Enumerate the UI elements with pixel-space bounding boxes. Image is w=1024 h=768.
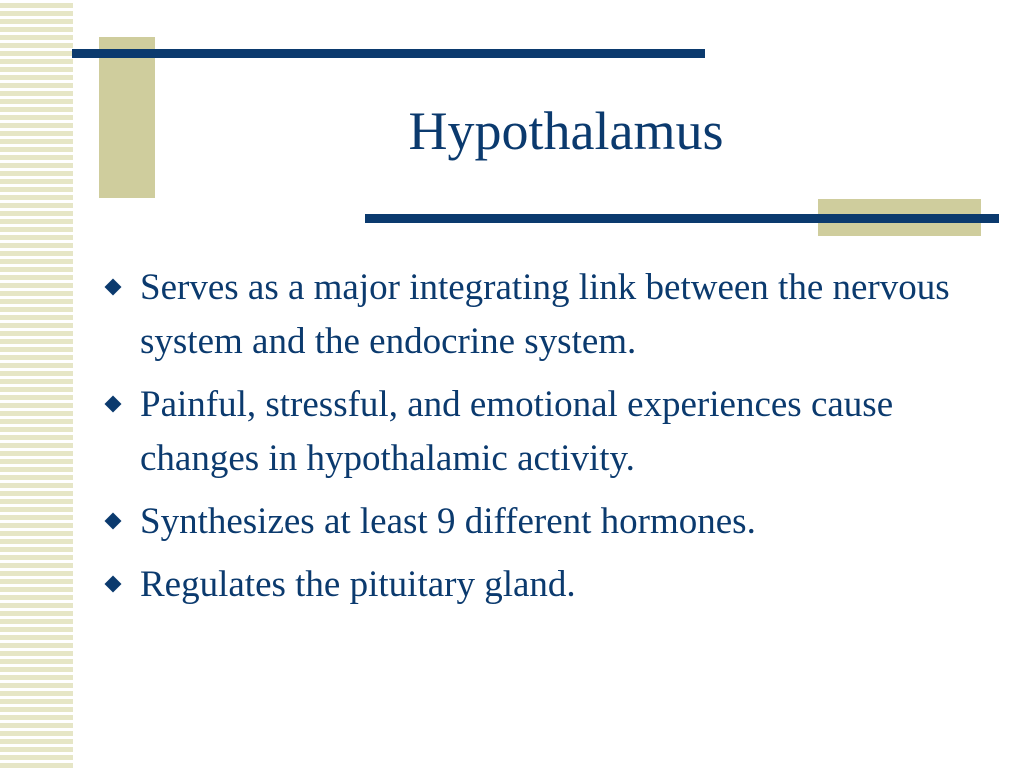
bullet-item: [103, 261, 973, 369]
decorative-stripe-panel: [0, 0, 73, 768]
bullet-item: [103, 558, 973, 612]
bullet-list: [103, 261, 973, 621]
title-rule-bottom: [365, 214, 999, 223]
bullet-item: [103, 495, 973, 549]
bullet-text: Serves as a major integrating link between the nervous system and the endocrine system.: [140, 267, 950, 362]
diamond-bullet-icon: [105, 576, 122, 593]
diamond-bullet-icon: [105, 396, 122, 413]
title-rule-top: [72, 49, 705, 58]
bullet-text: Regulates the pituitary gland.: [140, 564, 576, 605]
bullet-text: Painful, stressful, and emotional experiences cause changes in hypothalamic activity.: [140, 384, 894, 479]
bullet-text: Synthesizes at least 9 different hormones.: [140, 501, 756, 542]
accent-block-top-left: [99, 37, 155, 198]
diamond-bullet-icon: [105, 513, 122, 530]
diamond-bullet-icon: [105, 279, 122, 296]
slide-title: Hypothalamus: [408, 101, 724, 161]
bullet-item: [103, 378, 973, 486]
